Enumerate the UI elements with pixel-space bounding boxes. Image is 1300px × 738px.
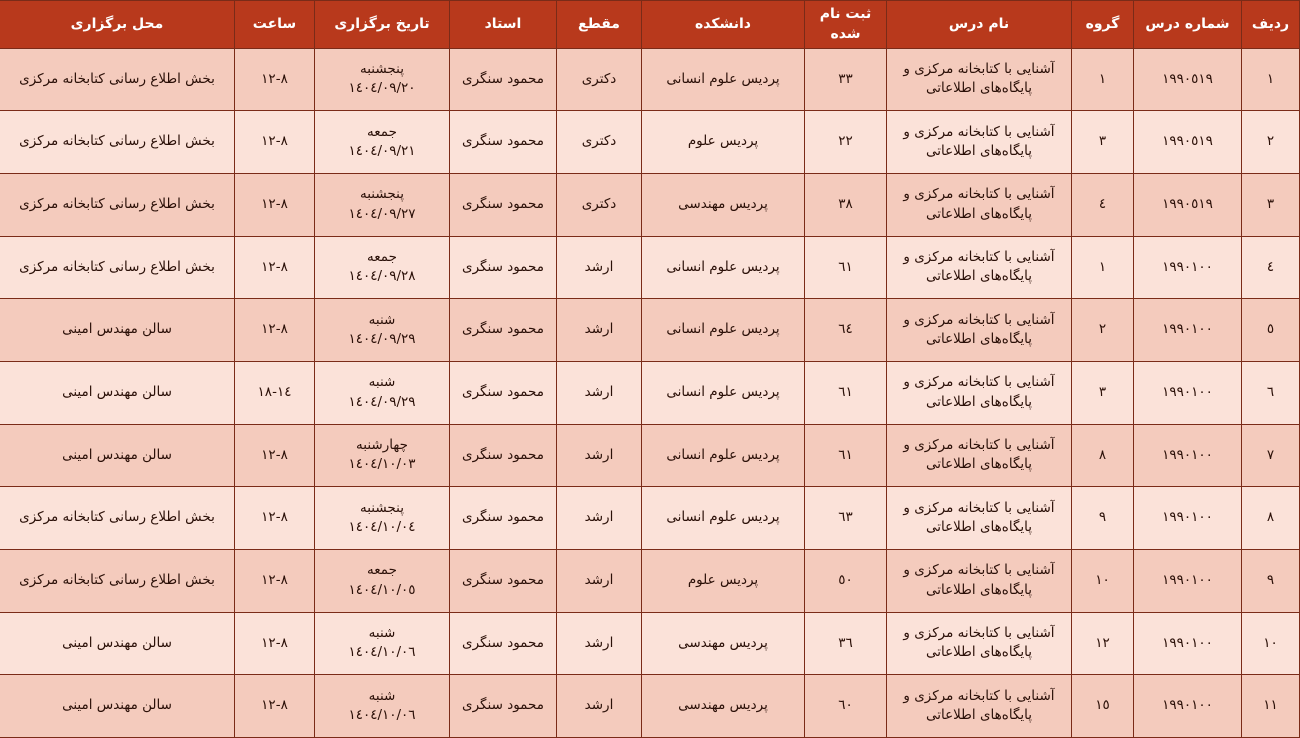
cell-group: ١٠ bbox=[1072, 549, 1134, 612]
cell-faculty: پردیس علوم bbox=[642, 549, 805, 612]
cell-radif: ٤ bbox=[1242, 236, 1300, 299]
cell-level: ارشد bbox=[557, 236, 642, 299]
cell-registered: ٦٣ bbox=[805, 487, 887, 550]
cell-date-day: چهارشنبه bbox=[356, 436, 408, 453]
cell-date-value: ١٤٠٤/٠٩/٢٩ bbox=[348, 331, 416, 348]
cell-radif: ١ bbox=[1242, 48, 1300, 111]
cell-time: ٨-١٢ bbox=[235, 299, 315, 362]
cell-faculty: پردیس علوم انسانی bbox=[642, 487, 805, 550]
cell-level: ارشد bbox=[557, 549, 642, 612]
column-header-level: مقطع bbox=[557, 1, 642, 49]
cell-course-name: آشنایی با کتابخانه مرکزی و پایگاه‌های اطلاعاتی bbox=[887, 236, 1072, 299]
cell-date bbox=[315, 549, 450, 612]
cell-date bbox=[315, 48, 450, 111]
cell-course-code: ١٩٩٠١٠٠ bbox=[1134, 549, 1242, 612]
cell-group: ١ bbox=[1072, 236, 1134, 299]
cell-faculty: پردیس علوم انسانی bbox=[642, 236, 805, 299]
cell-time: ٨-١٢ bbox=[235, 236, 315, 299]
column-header-teacher: استاد bbox=[450, 1, 557, 49]
cell-date-value: ١٤٠٤/٠٩/٢٧ bbox=[348, 205, 416, 222]
cell-registered: ٣٨ bbox=[805, 173, 887, 236]
cell-radif: ٥ bbox=[1242, 299, 1300, 362]
cell-course-name: آشنایی با کتابخانه مرکزی و پایگاه‌های اطلاعاتی bbox=[887, 48, 1072, 111]
cell-level: دکتری bbox=[557, 173, 642, 236]
cell-date-value: ١٤٠٤/٠٩/٢٠ bbox=[348, 80, 416, 97]
cell-radif: ١٠ bbox=[1242, 612, 1300, 675]
cell-course-name: آشنایی با کتابخانه مرکزی و پایگاه‌های اطلاعاتی bbox=[887, 612, 1072, 675]
column-header-date: تاریخ برگزاری bbox=[315, 1, 450, 49]
cell-group: ٨ bbox=[1072, 424, 1134, 487]
cell-date-day: جمعه bbox=[367, 248, 397, 265]
cell-date-value: ١٤٠٤/١٠/٠٦ bbox=[348, 707, 416, 724]
cell-date-day: پنجشنبه bbox=[360, 499, 404, 516]
cell-level: ارشد bbox=[557, 424, 642, 487]
cell-course-code: ١٩٩٠١٠٠ bbox=[1134, 236, 1242, 299]
cell-course-code: ١٩٩٠١٠٠ bbox=[1134, 299, 1242, 362]
cell-level: ارشد bbox=[557, 299, 642, 362]
cell-teacher: محمود سنگری bbox=[450, 361, 557, 424]
cell-time: ٨-١٢ bbox=[235, 48, 315, 111]
cell-course-name: آشنایی با کتابخانه مرکزی و پایگاه‌های اطلاعاتی bbox=[887, 299, 1072, 362]
table-row bbox=[0, 675, 1300, 738]
cell-date bbox=[315, 675, 450, 738]
cell-place: بخش اطلاع رسانی کتابخانه مرکزی bbox=[0, 173, 235, 236]
cell-course-code: ١٩٩٠٥١٩ bbox=[1134, 111, 1242, 174]
cell-radif: ٣ bbox=[1242, 173, 1300, 236]
cell-place: بخش اطلاع رسانی کتابخانه مرکزی bbox=[0, 236, 235, 299]
cell-faculty: پردیس علوم انسانی bbox=[642, 299, 805, 362]
cell-course-name: آشنایی با کتابخانه مرکزی و پایگاه‌های اطلاعاتی bbox=[887, 549, 1072, 612]
cell-faculty: پردیس مهندسی bbox=[642, 173, 805, 236]
column-header-place: محل برگزاری bbox=[0, 1, 235, 49]
cell-group: ٣ bbox=[1072, 111, 1134, 174]
cell-teacher: محمود سنگری bbox=[450, 675, 557, 738]
table-row bbox=[0, 111, 1300, 174]
table-row bbox=[0, 361, 1300, 424]
cell-registered: ٣٦ bbox=[805, 612, 887, 675]
table-row bbox=[0, 487, 1300, 550]
column-header-registered: ثبت نام شده bbox=[805, 1, 887, 49]
cell-teacher: محمود سنگری bbox=[450, 487, 557, 550]
column-header-course-code: شماره درس bbox=[1134, 1, 1242, 49]
cell-date-day: جمعه bbox=[367, 123, 397, 140]
cell-teacher: محمود سنگری bbox=[450, 173, 557, 236]
cell-date bbox=[315, 299, 450, 362]
cell-date-value: ١٤٠٤/٠٩/٢١ bbox=[348, 143, 416, 160]
cell-radif: ٢ bbox=[1242, 111, 1300, 174]
cell-level: ارشد bbox=[557, 612, 642, 675]
cell-level: ارشد bbox=[557, 675, 642, 738]
cell-course-name: آشنایی با کتابخانه مرکزی و پایگاه‌های اطلاعاتی bbox=[887, 675, 1072, 738]
column-header-faculty: دانشکده bbox=[642, 1, 805, 49]
cell-place: سالن مهندس امینی bbox=[0, 361, 235, 424]
cell-course-name: آشنایی با کتابخانه مرکزی و پایگاه‌های اطلاعاتی bbox=[887, 424, 1072, 487]
cell-course-code: ١٩٩٠١٠٠ bbox=[1134, 487, 1242, 550]
cell-faculty: پردیس مهندسی bbox=[642, 675, 805, 738]
cell-registered: ٦١ bbox=[805, 236, 887, 299]
column-header-time: ساعت bbox=[235, 1, 315, 49]
cell-course-code: ١٩٩٠٥١٩ bbox=[1134, 173, 1242, 236]
cell-place: سالن مهندس امینی bbox=[0, 612, 235, 675]
cell-teacher: محمود سنگری bbox=[450, 236, 557, 299]
cell-faculty: پردیس علوم انسانی bbox=[642, 361, 805, 424]
cell-level: ارشد bbox=[557, 487, 642, 550]
cell-radif: ٧ bbox=[1242, 424, 1300, 487]
cell-registered: ٣٣ bbox=[805, 48, 887, 111]
cell-course-code: ١٩٩٠١٠٠ bbox=[1134, 361, 1242, 424]
cell-level: دکتری bbox=[557, 111, 642, 174]
cell-teacher: محمود سنگری bbox=[450, 48, 557, 111]
cell-place: سالن مهندس امینی bbox=[0, 675, 235, 738]
cell-time: ٨-١٢ bbox=[235, 549, 315, 612]
cell-course-name: آشنایی با کتابخانه مرکزی و پایگاه‌های اطلاعاتی bbox=[887, 487, 1072, 550]
cell-date-day: شنبه bbox=[368, 624, 396, 641]
cell-date bbox=[315, 173, 450, 236]
cell-teacher: محمود سنگری bbox=[450, 549, 557, 612]
cell-place: بخش اطلاع رسانی کتابخانه مرکزی bbox=[0, 549, 235, 612]
table-row bbox=[0, 424, 1300, 487]
cell-date-day: شنبه bbox=[368, 311, 396, 328]
cell-course-name: آشنایی با کتابخانه مرکزی و پایگاه‌های اطلاعاتی bbox=[887, 361, 1072, 424]
cell-level: ارشد bbox=[557, 361, 642, 424]
cell-group: ٩ bbox=[1072, 487, 1134, 550]
cell-course-code: ١٩٩٠٥١٩ bbox=[1134, 48, 1242, 111]
cell-teacher: محمود سنگری bbox=[450, 299, 557, 362]
cell-date bbox=[315, 236, 450, 299]
cell-level: دکتری bbox=[557, 48, 642, 111]
cell-course-name: آشنایی با کتابخانه مرکزی و پایگاه‌های اطلاعاتی bbox=[887, 173, 1072, 236]
cell-place: بخش اطلاع رسانی کتابخانه مرکزی bbox=[0, 111, 235, 174]
table-row bbox=[0, 612, 1300, 675]
cell-date-value: ١٤٠٤/٠٩/٢٩ bbox=[348, 393, 416, 410]
cell-place: سالن مهندس امینی bbox=[0, 299, 235, 362]
cell-registered: ٦٠ bbox=[805, 675, 887, 738]
table-body bbox=[0, 48, 1300, 737]
cell-time: ٨-١٢ bbox=[235, 173, 315, 236]
cell-time: ١٤-١٨ bbox=[235, 361, 315, 424]
table-row bbox=[0, 173, 1300, 236]
cell-date bbox=[315, 424, 450, 487]
table-row bbox=[0, 299, 1300, 362]
cell-date-day: شنبه bbox=[368, 687, 396, 704]
cell-course-code: ١٩٩٠١٠٠ bbox=[1134, 612, 1242, 675]
cell-date-day: پنجشنبه bbox=[360, 60, 404, 77]
cell-time: ٨-١٢ bbox=[235, 487, 315, 550]
cell-registered: ٢٢ bbox=[805, 111, 887, 174]
cell-date bbox=[315, 487, 450, 550]
cell-date-value: ١٤٠٤/١٠/٠٥ bbox=[348, 581, 416, 598]
cell-registered: ٥٠ bbox=[805, 549, 887, 612]
cell-date bbox=[315, 361, 450, 424]
cell-group: ١٥ bbox=[1072, 675, 1134, 738]
cell-date bbox=[315, 612, 450, 675]
cell-course-code: ١٩٩٠١٠٠ bbox=[1134, 675, 1242, 738]
cell-teacher: محمود سنگری bbox=[450, 612, 557, 675]
cell-group: ١ bbox=[1072, 48, 1134, 111]
cell-date-value: ١٤٠٤/١٠/٠٣ bbox=[348, 456, 416, 473]
cell-date-value: ١٤٠٤/٠٩/٢٨ bbox=[348, 268, 416, 285]
column-header-group: گروه bbox=[1072, 1, 1134, 49]
cell-radif: ٨ bbox=[1242, 487, 1300, 550]
cell-radif: ٩ bbox=[1242, 549, 1300, 612]
table-header bbox=[0, 1, 1300, 49]
cell-registered: ٦٤ bbox=[805, 299, 887, 362]
cell-teacher: محمود سنگری bbox=[450, 424, 557, 487]
cell-time: ٨-١٢ bbox=[235, 612, 315, 675]
cell-faculty: پردیس علوم انسانی bbox=[642, 424, 805, 487]
cell-time: ٨-١٢ bbox=[235, 111, 315, 174]
cell-date-value: ١٤٠٤/١٠/٠٦ bbox=[348, 644, 416, 661]
cell-date bbox=[315, 111, 450, 174]
cell-place: بخش اطلاع رسانی کتابخانه مرکزی bbox=[0, 48, 235, 111]
column-header-radif: ردیف bbox=[1242, 1, 1300, 49]
cell-faculty: پردیس مهندسی bbox=[642, 612, 805, 675]
cell-group: ٣ bbox=[1072, 361, 1134, 424]
cell-date-day: شنبه bbox=[368, 374, 396, 391]
cell-radif: ٦ bbox=[1242, 361, 1300, 424]
cell-place: بخش اطلاع رسانی کتابخانه مرکزی bbox=[0, 487, 235, 550]
cell-registered: ٦١ bbox=[805, 361, 887, 424]
cell-date-day: جمعه bbox=[367, 562, 397, 579]
cell-faculty: پردیس علوم bbox=[642, 111, 805, 174]
cell-time: ٨-١٢ bbox=[235, 424, 315, 487]
table-header-row bbox=[0, 1, 1300, 49]
cell-time: ٨-١٢ bbox=[235, 675, 315, 738]
cell-group: ٤ bbox=[1072, 173, 1134, 236]
cell-radif: ١١ bbox=[1242, 675, 1300, 738]
column-header-course-name: نام درس bbox=[887, 1, 1072, 49]
cell-date-day: پنجشنبه bbox=[360, 186, 404, 203]
cell-faculty: پردیس علوم انسانی bbox=[642, 48, 805, 111]
cell-registered: ٦١ bbox=[805, 424, 887, 487]
cell-date-value: ١٤٠٤/١٠/٠٤ bbox=[348, 519, 416, 536]
cell-course-name: آشنایی با کتابخانه مرکزی و پایگاه‌های اطلاعاتی bbox=[887, 111, 1072, 174]
cell-group: ١٢ bbox=[1072, 612, 1134, 675]
table-row bbox=[0, 48, 1300, 111]
cell-course-code: ١٩٩٠١٠٠ bbox=[1134, 424, 1242, 487]
table-row bbox=[0, 549, 1300, 612]
cell-group: ٢ bbox=[1072, 299, 1134, 362]
cell-teacher: محمود سنگری bbox=[450, 111, 557, 174]
cell-place: سالن مهندس امینی bbox=[0, 424, 235, 487]
table-row bbox=[0, 236, 1300, 299]
